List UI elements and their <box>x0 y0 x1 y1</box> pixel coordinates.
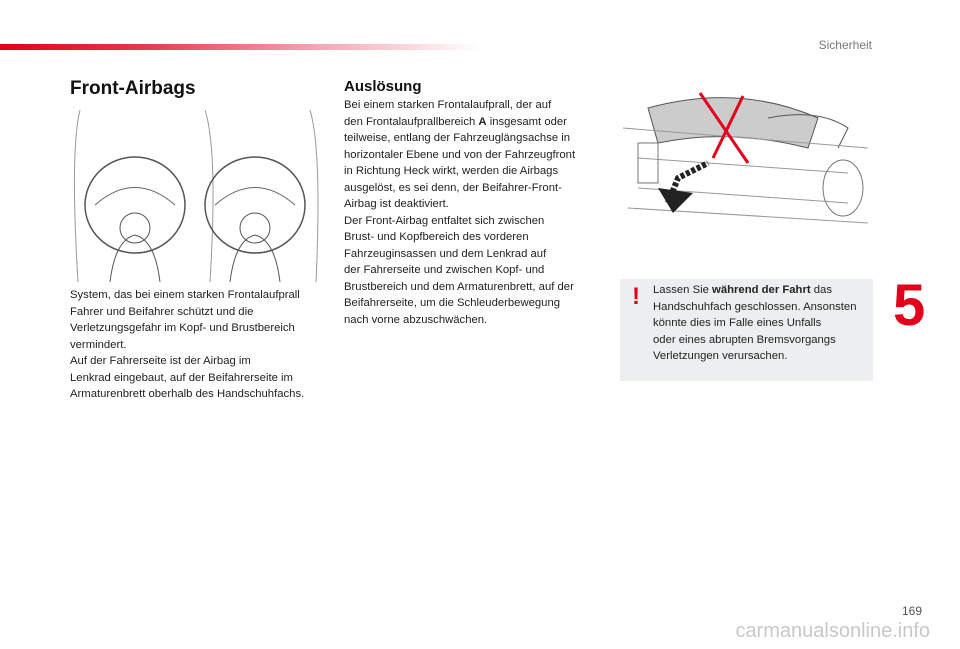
page-number: 169 <box>901 604 922 618</box>
intro-text: System, das bei einem starken Frontalaufprall Fahrer und Beifahrer schützt und die Verletzungsgefahr im Kopf- und Brustbereich vermindert. Auf der Fahrerseite ist der Airbag im Lenkrad eingebaut, auf der Beifahrerseite im Armaturenbrett oberhalb des Handschuhfachs. <box>70 289 305 400</box>
text-bold: während der Fahrt <box>712 284 811 296</box>
warning-text <box>653 282 873 365</box>
chapter-number: 5 <box>893 273 926 338</box>
page-title: Front-Airbags <box>70 78 196 99</box>
glovebox-illustration <box>618 88 876 252</box>
text-part: das Handschuhfach geschlossen. Ansonsten könnte dies im Falle eines Unfalls oder eines abrupten Bremsvorgangs Verletzungen verursachen. <box>653 284 857 362</box>
text-part: insgesamt oder teilweise, entlang der Fahrzeuglängsachse in horizontaler Ebene und von der Fahrzeugfront in Richtung Heck wirkt, werden die Airbags ausgelöst, es sei denn, der Beifahrer-Front- Airbag ist deaktiviert. Der Front-Airbag entfaltet sich zwischen Brust- und Kopfbereich des vorderen Fahrzeuginsassen und dem Lenkrad auf der Fahrerseite und zwischen Kopf- und Brustbereich und dem Armaturenbrett, auf der Beifahrerseite, um die Schleuderbewegung nach vorne abzuschwächen. <box>344 115 576 326</box>
deployment-text <box>344 97 594 328</box>
warning-box <box>620 279 873 381</box>
zone-label: A <box>478 115 487 128</box>
section-heading: Auslösung <box>344 78 422 95</box>
header-bar <box>0 44 480 50</box>
section-title: Sicherheit <box>818 38 872 52</box>
watermark: carmanualsonline.info <box>735 620 930 642</box>
text-part: Lassen Sie <box>653 284 713 296</box>
exclamation-icon: ! <box>632 283 640 310</box>
airbag-illustration <box>70 110 322 282</box>
text-part: Bei einem starken Frontalaufprall, der auf den Frontalaufprallbereich <box>344 99 552 128</box>
